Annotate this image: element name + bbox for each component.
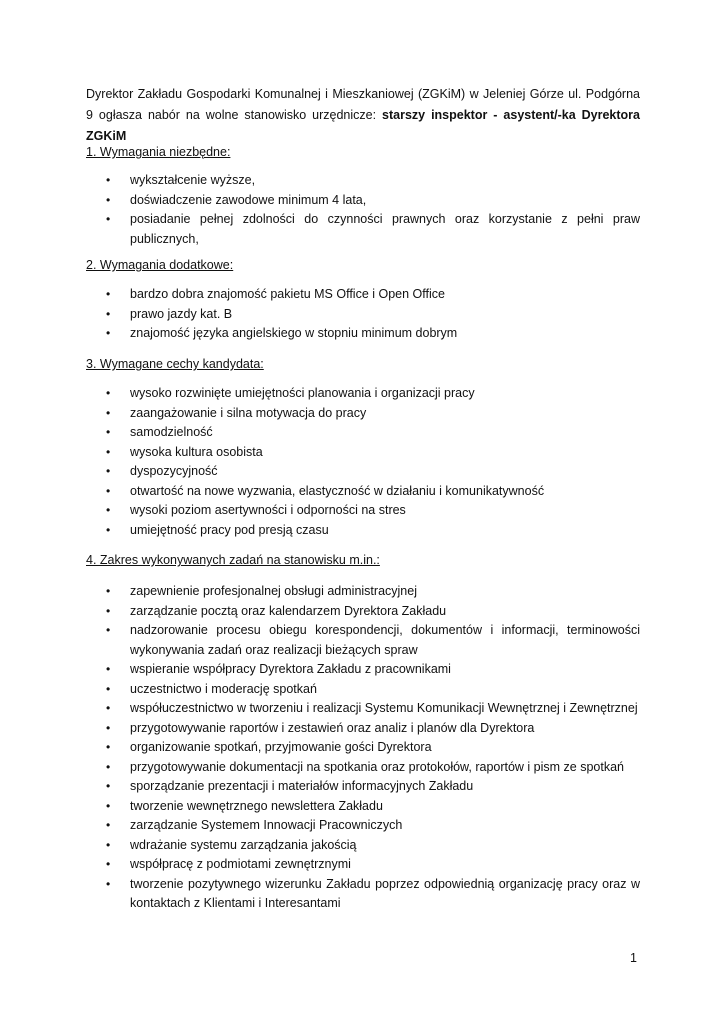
section-heading-4: 4. Zakres wykonywanych zadań na stanowisku m.in.: (86, 553, 380, 567)
bullet-icon: • (106, 662, 111, 676)
page-number: 1 (630, 951, 637, 965)
bullet-icon: • (106, 857, 111, 871)
list-item: • otwartość na nowe wyzwania, elastyczność w działaniu i komunikatywność (86, 482, 640, 502)
bullet-icon: • (106, 483, 111, 498)
list-item: • organizowanie spotkań, przyjmowanie gości Dyrektora (86, 738, 640, 758)
list-item: • współuczestnictwo w tworzeniu i realizacji Systemu Komunikacji Wewnętrznej i Zewnętrznej (86, 699, 640, 719)
bullet-icon: • (106, 603, 111, 618)
bullet-icon: • (106, 464, 111, 478)
bullet-icon: • (106, 584, 111, 598)
list-item: • przygotowywanie raportów i zestawień oraz analiz i planów dla Dyrektora (86, 719, 640, 739)
bullet-icon: • (106, 701, 111, 715)
intro-text: Dyrektor Zakładu Gospodarki Komunalnej i Mieszkaniowej (ZGKiM) w Jeleniej Górze ul. Podgórna 9 ogłasza nabór na wolne stanowisko urzędnicze: (86, 87, 640, 122)
position-title: starszy inspektor - asystent/-ka Dyrektora ZGKiM (86, 108, 640, 143)
bullet-icon: • (106, 740, 111, 754)
list-item: • bardzo dobra znajomość pakietu MS Office i Open Office (86, 285, 640, 305)
list-item: • zapewnienie profesjonalnej obsługi administracyjnej (86, 582, 640, 602)
bullet-icon: • (106, 306, 111, 321)
list-item: • uczestnictwo i moderację spotkań (86, 680, 640, 700)
list-item: • nadzorowanie procesu obiegu korespondencji, dokumentów i informacji, terminowości wykonywania zadań oraz realizacji bieżących spraw (106, 623, 640, 657)
list-item: • tworzenie wewnętrznego newslettera Zakładu (86, 797, 640, 817)
list-item: • zarządzanie pocztą oraz kalendarzem Dyrektora Zakładu (86, 602, 640, 622)
list-item: • samodzielność (86, 423, 640, 443)
bullet-icon: • (106, 173, 111, 187)
bullet-icon: • (106, 326, 111, 340)
bullet-icon: • (106, 287, 111, 301)
bullet-icon: • (106, 192, 111, 207)
bullet-icon: • (106, 425, 111, 439)
section-list-1 (86, 171, 640, 249)
bullet-icon: • (106, 386, 111, 400)
bullet-icon: • (106, 837, 111, 852)
list-item: • przygotowywanie dokumentacji na spotkania oraz protokołów, raportów i pism ze spotkań (86, 758, 640, 778)
list-item: • sporządzanie prezentacji i materiałów informacyjnych Zakładu (86, 777, 640, 797)
section-list-4 (86, 582, 640, 914)
list-item: • prawo jazdy kat. B (86, 305, 640, 325)
bullet-icon: • (106, 759, 111, 774)
section-heading-1: 1. Wymagania niezbędne: (86, 145, 231, 159)
bullet-icon: • (106, 720, 111, 735)
bullet-icon: • (106, 623, 111, 637)
bullet-icon: • (106, 444, 111, 459)
bullet-icon: • (106, 818, 111, 832)
list-item: • zaangażowanie i silna motywacja do pracy (86, 404, 640, 424)
list-item: • zarządzanie Systemem Innowacji Pracowniczych (86, 816, 640, 836)
list-item: • wysoki poziom asertywności i odporności na stres (86, 501, 640, 521)
list-item: • wysoka kultura osobista (86, 443, 640, 463)
list-item: • dyspozycyjność (86, 462, 640, 482)
list-item: • współpracę z podmiotami zewnętrznymi (86, 855, 640, 875)
list-item: • wykształcenie wyższe, (86, 171, 640, 191)
list-item: • doświadczenie zawodowe minimum 4 lata, (86, 191, 640, 211)
bullet-icon: • (106, 798, 111, 813)
section-list-3 (86, 384, 640, 540)
list-item: • wdrażanie systemu zarządzania jakością (86, 836, 640, 856)
intro-paragraph (86, 84, 640, 147)
list-item: • tworzenie pozytywnego wizerunku Zakładu poprzez odpowiednią organizację pracy oraz w kontaktach z Klientami i Interesantami (106, 876, 640, 910)
bullet-icon: • (106, 522, 111, 537)
bullet-icon: • (106, 876, 111, 891)
bullet-icon: • (106, 212, 111, 226)
section-heading-2: 2. Wymagania dodatkowe: (86, 258, 234, 272)
list-item: • wspieranie współpracy Dyrektora Zakładu z pracownikami (86, 660, 640, 680)
bullet-icon: • (106, 405, 111, 420)
bullet-icon: • (106, 779, 111, 793)
section-heading-3: 3. Wymagane cechy kandydata: (86, 357, 264, 371)
bullet-icon: • (106, 503, 111, 517)
section-list-2 (86, 285, 640, 344)
list-item: • umiejętność pracy pod presją czasu (86, 521, 640, 541)
list-item: • posiadanie pełnej zdolności do czynności prawnych oraz korzystanie z pełni praw publicznych, (106, 212, 640, 246)
list-item: • wysoko rozwinięte umiejętności planowania i organizacji pracy (86, 384, 640, 404)
list-item: • znajomość języka angielskiego w stopniu minimum dobrym (86, 324, 640, 344)
bullet-icon: • (106, 681, 111, 696)
